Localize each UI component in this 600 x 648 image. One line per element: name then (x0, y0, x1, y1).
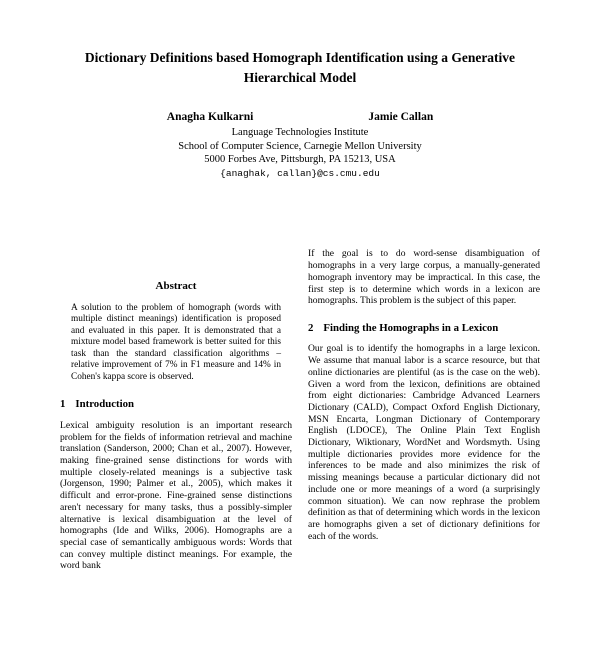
section-title: Finding the Homographs in a Lexicon (323, 321, 499, 334)
abstract-text: A solution to the problem of homograph (words with multiple distinct meanings) identification is proposed and evaluated in this paper. It is demonstrated that a mixture model based framework is better suited for this task than the standard classification algorithms – relative improvement of 7% in F1 measure and 14% in Cohen's kappa score is observed. (71, 302, 281, 382)
affiliation-line-school: School of Computer Science, Carnegie Mellon University (178, 140, 422, 152)
abstract-section (60, 280, 292, 383)
paper-title: Dictionary Definitions based Homograph Identification using a Generative Hierarchical Model (84, 50, 516, 85)
affiliation-block (0, 126, 600, 180)
section-heading-finding-homographs (308, 322, 540, 335)
author-name-1: Anagha Kulkarni (166, 111, 254, 124)
section-heading-introduction (60, 398, 292, 411)
section-title: Introduction (75, 398, 135, 411)
two-column-body (0, 248, 600, 572)
affiliation-line-institute: Language Technologies Institute (231, 127, 369, 139)
abstract-heading: Abstract (155, 280, 197, 293)
section-number: 1 (60, 398, 66, 411)
right-column (308, 248, 540, 572)
authors-row (0, 111, 600, 123)
section-number: 2 (308, 321, 314, 334)
introduction-paragraph: Lexical ambiguity resolution is an important research problem for the fields of information retrieval and machine translation (Sanderson, 2000; Chan et al., 2007). However, making fine-grained sense distinctions for words with multiple closely-related meanings is a subjective task (Jorgenson, 1990; Palmer et al., 2005), which makes it difficult and error-prone. Fine-grained sense distinctions aren't necessary for many tasks, thus a possibly-simpler alternative is lexical disambiguation at the level of homographs (Ide and Wilks, 2006). Homographs are a special case of semantically ambiguous words: Words that can convey multiple distinct meanings. For example, the word bank (60, 419, 292, 572)
introduction-continued-paragraph: If the goal is to do word-sense disambiguation of homographs in a very large corpus, a manually-generated homograph inventory may be impractical. In this case, the first step is to determine which words in a lexicon are homographs. This problem is the subject of this paper. (308, 248, 540, 307)
paper-page (0, 48, 600, 648)
author-emails: {anaghak, callan}@cs.cmu.edu (220, 168, 380, 180)
author-name-2: Jamie Callan (368, 111, 434, 124)
left-column (60, 248, 292, 572)
finding-homographs-paragraph: Our goal is to identify the homographs in a large lexicon. We assume that manual labor is a scarce resource, but that online dictionaries are plentiful (as is the case on the web). Given a word from the lexicon, definitions are obtained from eight dictionaries: Cambridge Advanced Learners Dictionary (CALD), Compact Oxford English Dictionary, MSN Encarta, Longman Dictionary of Contemporary English (LDOCE), The Online Plain Text English Dictionary, Wiktionary, WordNet and Wordsmyth. Using multiple dictionaries provides more evidence for the inferences to be made and also minimizes the risk of missing meanings because a particular dictionary did not include one or more meanings of a word (a surprisingly common situation). We can now rephrase the problem definition as that of determining which words in the lexicon are homographs given a set of dictionary definitions for each of the words. (308, 343, 540, 542)
affiliation-line-address: 5000 Forbes Ave, Pittsburgh, PA 15213, USA (204, 154, 396, 166)
